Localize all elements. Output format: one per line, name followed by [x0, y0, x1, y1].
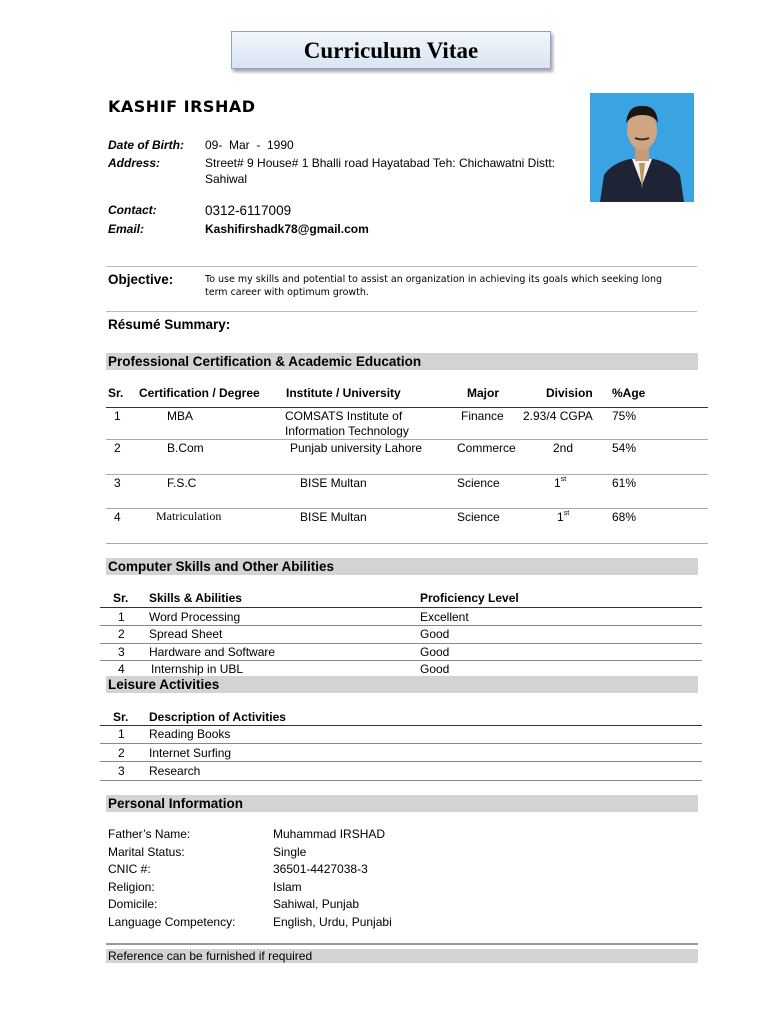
- father-name-label: Father’s Name:: [108, 827, 191, 841]
- table-rule: [100, 725, 702, 726]
- edu-row-2-sr: 2: [114, 441, 121, 455]
- division-suffix: st: [560, 476, 567, 483]
- row-divider: [100, 743, 702, 744]
- leisure-header-sr: Sr.: [113, 710, 129, 724]
- edu-header-degree: Certification / Degree: [139, 386, 260, 400]
- objective-label: Objective:: [108, 272, 174, 287]
- row-divider: [106, 474, 708, 475]
- row-divider: [106, 439, 708, 440]
- education-heading: Professional Certification & Academic Education: [106, 353, 698, 370]
- edu-row-1-institute-2: Information Technology: [285, 424, 409, 438]
- edu-row-2-division: 2nd: [553, 441, 574, 455]
- objective-line-2: term career with optimum growth.: [205, 287, 369, 298]
- table-rule: [106, 407, 708, 408]
- leisure-row-3-desc: Research: [149, 764, 201, 778]
- edu-header-major: Major: [467, 386, 500, 400]
- skill-row-2-name: Spread Sheet: [149, 627, 223, 641]
- leisure-heading: Leisure Activities: [106, 676, 698, 693]
- marital-status-label: Marital Status:: [108, 845, 185, 859]
- skills-header-level: Proficiency Level: [420, 591, 519, 605]
- profile-photo: [590, 93, 694, 202]
- edu-row-3-institute: BISE Multan: [300, 476, 367, 490]
- resume-summary-heading: Résumé Summary:: [108, 317, 231, 332]
- address-label: Address:: [108, 156, 161, 170]
- email-label: Email:: [108, 222, 145, 236]
- edu-row-4-age: 68%: [612, 510, 637, 524]
- edu-header-sr: Sr.: [108, 386, 124, 400]
- edu-row-3-degree: F.S.C: [167, 476, 197, 490]
- skill-row-1-sr: 1: [118, 610, 125, 624]
- edu-row-1-division: 2.93/4 CGPA: [523, 409, 593, 423]
- reference-note: Reference can be furnished if required: [106, 949, 698, 963]
- leisure-row-3-sr: 3: [118, 764, 125, 778]
- address-line-1: Street# 9 House# 1 Bhalli road Hayatabad Teh: Chichawatni Distt:: [205, 156, 555, 170]
- father-name-value: Muhammad IRSHAD: [273, 827, 386, 841]
- skill-row-1-level: Excellent: [420, 610, 469, 624]
- skill-row-2-level: Good: [420, 627, 450, 641]
- edu-row-2-institute: Punjab university Lahore: [290, 441, 423, 455]
- edu-row-1-age: 75%: [612, 409, 637, 423]
- edu-row-1-institute: COMSATS Institute of: [285, 409, 403, 423]
- edu-row-3-age: 61%: [612, 476, 637, 490]
- divider: [106, 943, 698, 945]
- objective-line-1: To use my skills and potential to assist an organization in achieving its goals which seeking long: [205, 274, 663, 285]
- table-rule: [100, 607, 702, 608]
- edu-row-2-degree: B.Com: [167, 441, 204, 455]
- person-portrait-icon: [590, 93, 694, 202]
- leisure-header-desc: Description of Activities: [149, 710, 286, 724]
- edu-row-4-institute: BISE Multan: [300, 510, 367, 524]
- domicile-label: Domicile:: [108, 897, 158, 911]
- edu-row-3-division: [554, 476, 566, 490]
- leisure-row-2-desc: Internet Surfing: [149, 746, 232, 760]
- cv-title: Curriculum Vitae: [231, 31, 551, 69]
- divider: [106, 266, 697, 267]
- row-divider: [100, 780, 702, 781]
- row-divider: [100, 643, 702, 644]
- edu-row-4-degree: Matriculation: [156, 509, 222, 523]
- language-value: English, Urdu, Punjabi: [273, 915, 392, 929]
- division-number: 1: [554, 476, 561, 490]
- division-suffix: st: [563, 510, 570, 517]
- row-divider: [100, 660, 702, 661]
- row-divider: [100, 625, 702, 626]
- division-number: 1: [557, 510, 564, 524]
- cnic-value: 36501-4427038-3: [273, 862, 368, 876]
- edu-row-4-sr: 4: [114, 510, 121, 524]
- religion-value: Islam: [273, 880, 302, 894]
- skill-row-1-name: Word Processing: [149, 610, 241, 624]
- skill-row-4-level: Good: [420, 662, 450, 676]
- edu-header-institute: Institute / University: [286, 386, 401, 400]
- candidate-name: KASHIF IRSHAD: [108, 97, 256, 116]
- skill-row-3-name: Hardware and Software: [149, 645, 276, 659]
- row-divider: [100, 761, 702, 762]
- address-line-2: Sahiwal: [205, 172, 248, 186]
- contact-value: 0312-6117009: [205, 203, 292, 218]
- dob-label: Date of Birth:: [108, 138, 184, 152]
- contact-label: Contact:: [108, 203, 157, 217]
- skill-row-4-sr: 4: [118, 662, 125, 676]
- skill-row-2-sr: 2: [118, 627, 125, 641]
- edu-row-1-major: Finance: [461, 409, 504, 423]
- domicile-value: Sahiwal, Punjab: [273, 897, 360, 911]
- edu-header-age: %Age: [612, 386, 646, 400]
- skills-heading: Computer Skills and Other Abilities: [106, 558, 698, 575]
- edu-row-2-major: Commerce: [457, 441, 516, 455]
- edu-row-1-degree: MBA: [167, 409, 194, 423]
- edu-row-2-age: 54%: [612, 441, 637, 455]
- skill-row-3-sr: 3: [118, 645, 125, 659]
- email-value: Kashifirshadk78@gmail.com: [205, 222, 369, 236]
- edu-row-3-major: Science: [457, 476, 500, 490]
- edu-row-4-major: Science: [457, 510, 500, 524]
- leisure-row-2-sr: 2: [118, 746, 125, 760]
- language-label: Language Competency:: [108, 915, 236, 929]
- skill-row-4-name: Internship in UBL: [151, 662, 244, 676]
- personal-info-heading: Personal Information: [106, 795, 698, 812]
- skill-row-3-level: Good: [420, 645, 450, 659]
- leisure-row-1-sr: 1: [118, 727, 125, 741]
- edu-header-division: Division: [546, 386, 593, 400]
- marital-status-value: Single: [273, 845, 307, 859]
- cnic-label: CNIC #:: [108, 862, 151, 876]
- religion-label: Religion:: [108, 880, 155, 894]
- divider: [106, 311, 697, 312]
- edu-row-3-sr: 3: [114, 476, 121, 490]
- objective-text: [205, 273, 700, 299]
- leisure-row-1-desc: Reading Books: [149, 727, 231, 741]
- row-divider: [106, 543, 708, 544]
- edu-row-4-division: [557, 510, 569, 524]
- skills-header-skill: Skills & Abilities: [149, 591, 242, 605]
- edu-row-1-sr: 1: [114, 409, 121, 423]
- dob-value: 09- Mar - 1990: [205, 138, 294, 152]
- skills-header-sr: Sr.: [113, 591, 129, 605]
